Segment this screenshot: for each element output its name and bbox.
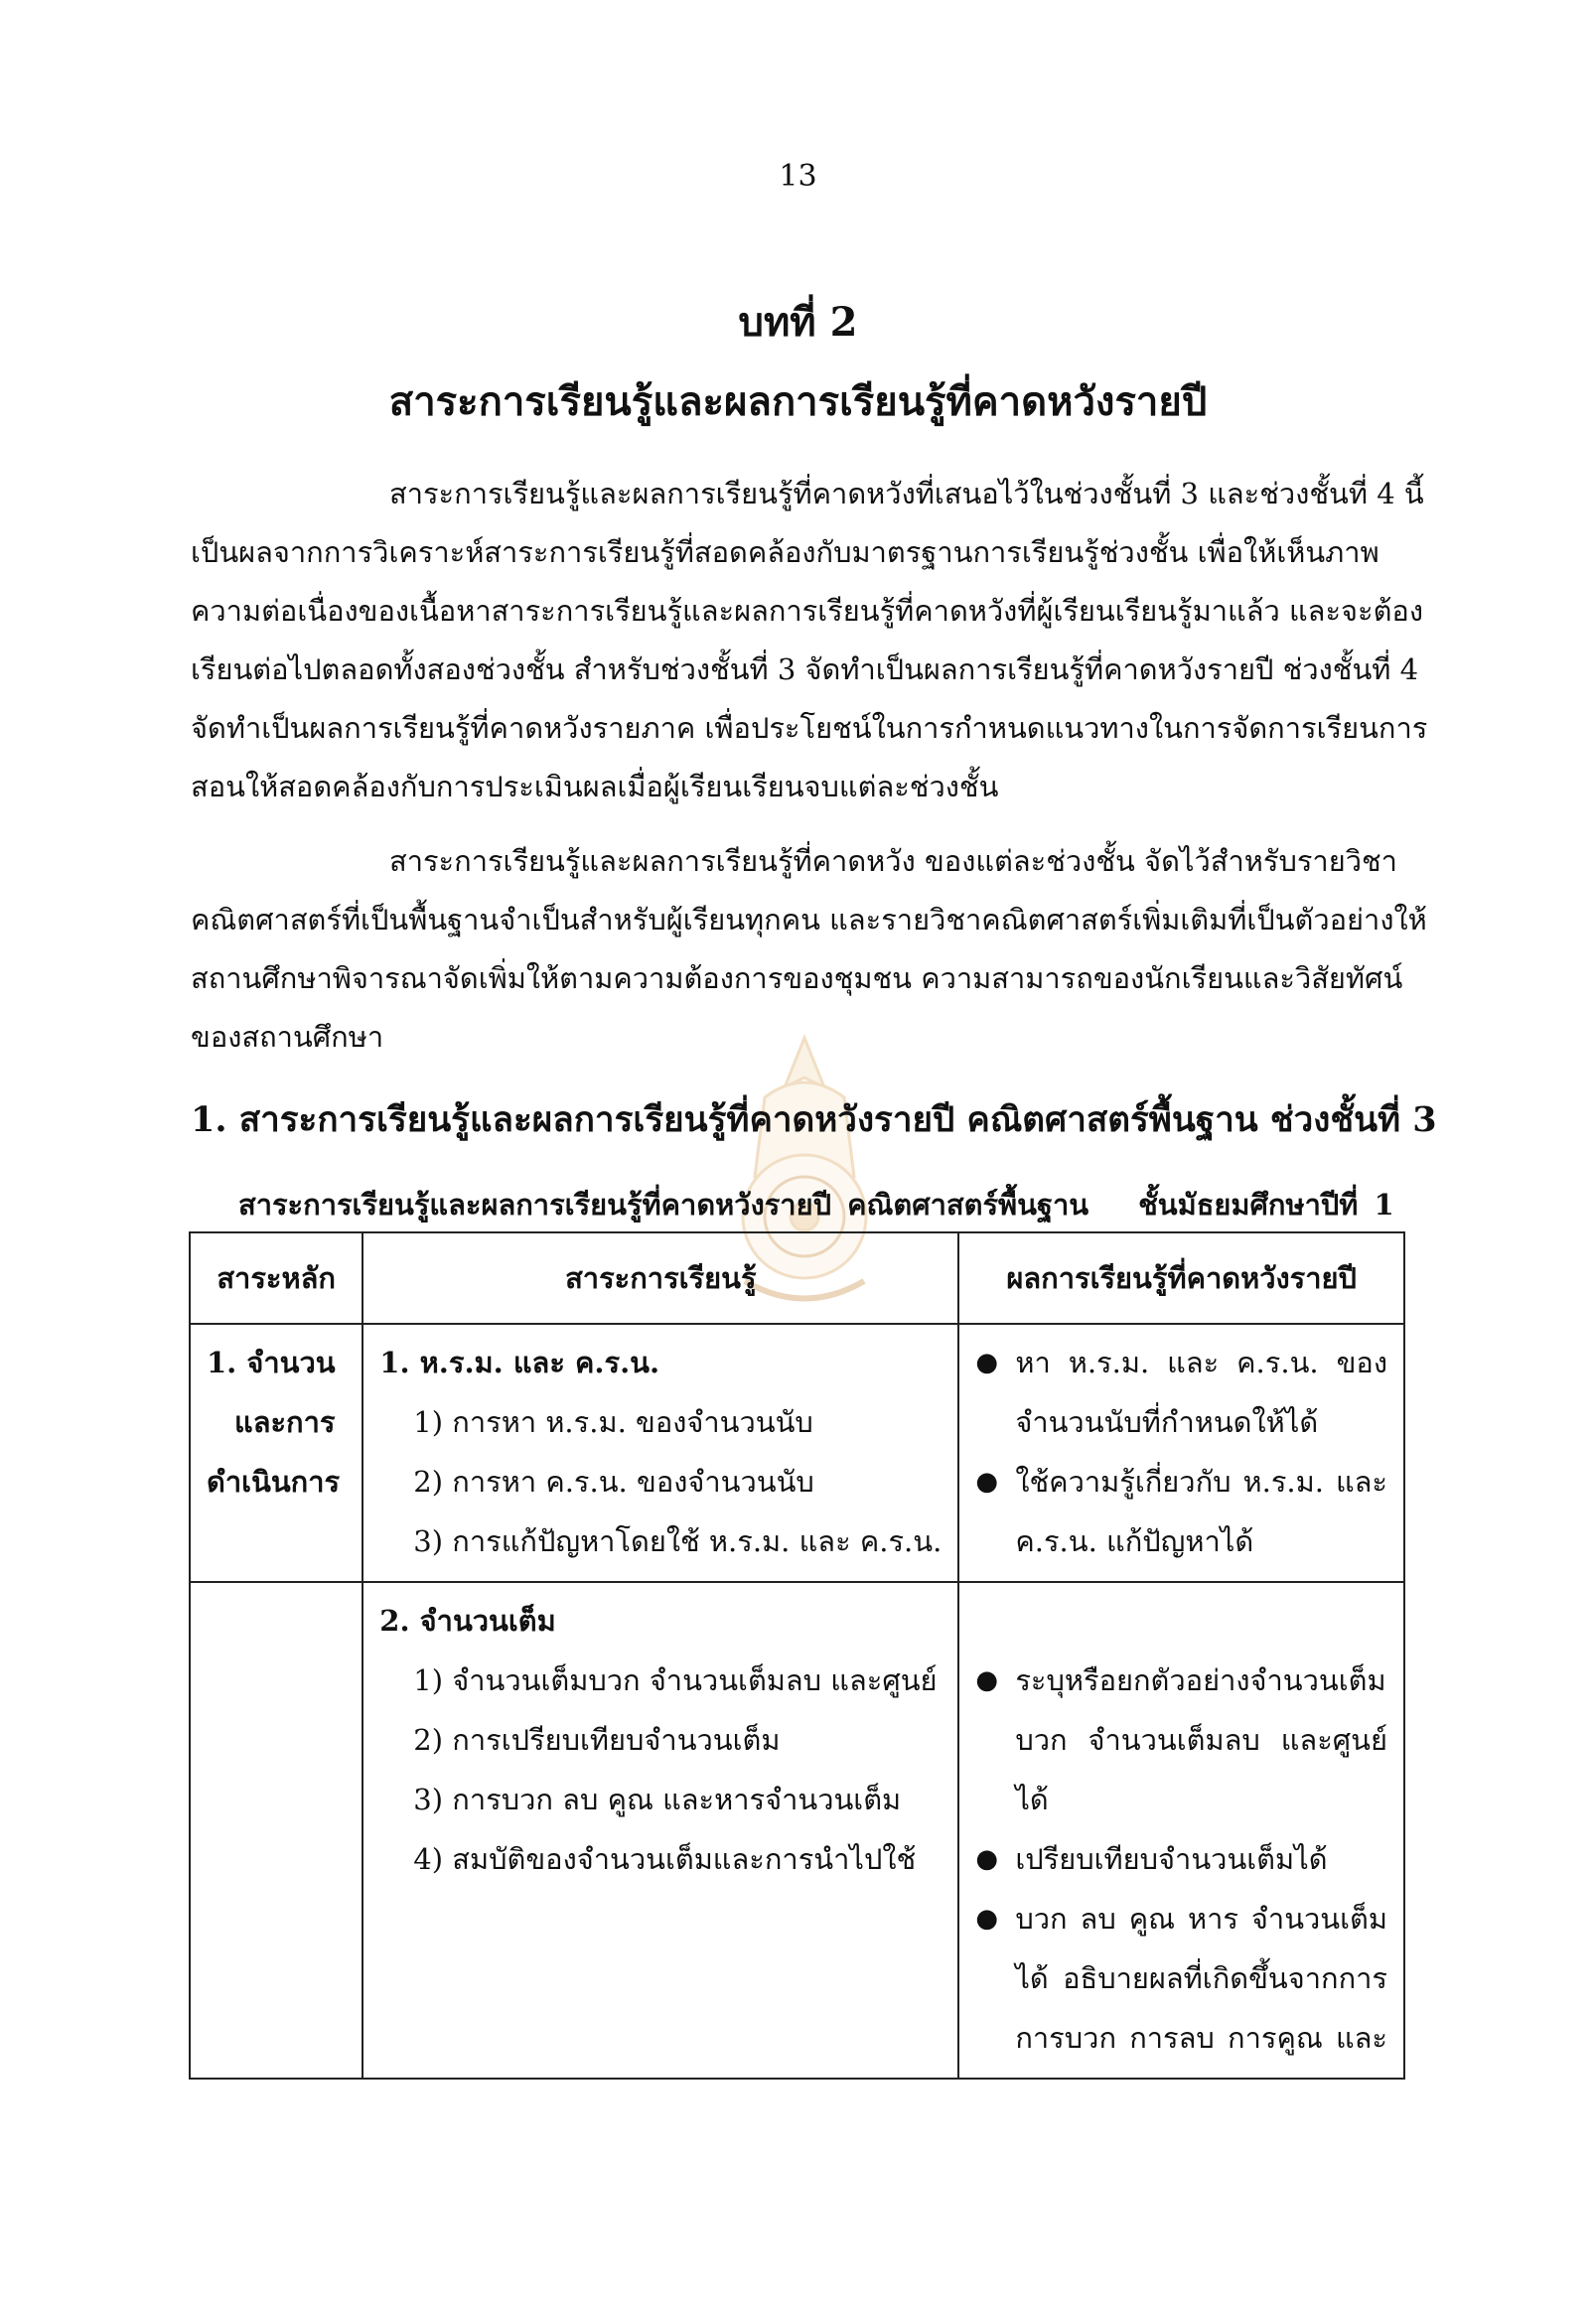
paragraph-line: ของสถานศึกษา (191, 1020, 384, 1054)
table-row (190, 1582, 1404, 2079)
page-number: 13 (779, 159, 817, 194)
topic-item: 3) การแก้ปัญหาโดยใช้ ห.ร.ม. และ ค.ร.น. (413, 1524, 943, 1558)
paragraph-line: จัดทำเป็นผลการเรียนรู้ที่คาดหวังรายภาค เพื่อประโยชน์ในการกำหนดแนวทางในการจัดการเรียนการ (191, 711, 1428, 745)
content-cell (363, 1582, 958, 2079)
bullet-icon: ● (975, 1904, 999, 1934)
outcome-item (975, 1333, 1387, 1452)
outcome-line: ค.ร.น. แก้ปัญหาได้ (1015, 1524, 1254, 1558)
strand-line: ดำเนินการ (207, 1465, 341, 1499)
header-content: สาระการเรียนรู้ (363, 1232, 958, 1324)
outcome-line: บวก ลบ คูณ หาร จำนวนเต็ม (1015, 1902, 1387, 1936)
table-header-row (190, 1232, 1404, 1324)
topic-item: 1) การหา ห.ร.ม. ของจำนวนนับ (413, 1405, 813, 1439)
content-cell (363, 1324, 958, 1582)
strand-cell (190, 1324, 363, 1582)
outcome-line: จำนวนนับที่กำหนดให้ได้ (1015, 1405, 1319, 1439)
outcome-line: การบวก การลบ การคูณ และ (1015, 2021, 1387, 2055)
strand-line: 1. จำนวน (207, 1346, 336, 1379)
paragraph-line: เรียนต่อไปตลอดทั้งสองช่วงชั้น สำหรับช่วงชั้นที่ 3 จัดทำเป็นผลการเรียนรู้ที่คาดหวังรายปี ช่วงชั้นที่ 4 (191, 652, 1419, 686)
paragraph-line: สอนให้สอดคล้องกับการประเมินผลเมื่อผู้เรียนเรียนจบแต่ละช่วงชั้น (191, 770, 999, 803)
outcome-item (975, 1829, 1387, 1889)
outcomes-cell (958, 1582, 1404, 2079)
outcome-line: ได้ อธิบายผลที่เกิดขึ้นจากการ (1015, 1961, 1387, 1995)
outcome-item (975, 1452, 1387, 1571)
outcome-line: เปรียบเทียบจำนวนเต็มได้ (1015, 1842, 1328, 1876)
paragraph-line: สาระการเรียนรู้และผลการเรียนรู้ที่คาดหวังที่เสนอไว้ในช่วงชั้นที่ 3 และช่วงชั้นที่ 4 นี้ (389, 477, 1424, 510)
table-caption-title: สาระการเรียนรู้และผลการเรียนรู้ที่คาดหวังรายปี คณิตศาสตร์พื้นฐาน (238, 1188, 1089, 1222)
intro-paragraph-1 (191, 465, 1428, 816)
paragraph-line: สถานศึกษาพิจารณาจัดเพิ่มให้ตามความต้องการของชุมชน ความสามารถของนักเรียนและวิสัยทัศน์ (191, 961, 1403, 995)
bullet-icon: ● (975, 1844, 999, 1874)
outcome-item (975, 1651, 1387, 1829)
strand-cell-empty (190, 1582, 363, 2079)
table-caption-grade: ชั้นมัธยมศึกษาปีที่ 1 (1138, 1188, 1394, 1222)
topic-title: 2. จำนวนเต็ม (379, 1604, 556, 1638)
topic-item: 2) การหา ค.ร.น. ของจำนวนนับ (413, 1465, 814, 1499)
topic-item: 4) สมบัติของจำนวนเต็มและการนำไปใช้ (413, 1842, 917, 1876)
chapter-label: บทที่ 2 (738, 299, 858, 346)
outcome-line: หา ห.ร.ม. และ ค.ร.น. ของ (1015, 1346, 1387, 1379)
bullet-icon: ● (975, 1467, 999, 1497)
strand-line: และการ (234, 1405, 336, 1439)
header-outcomes: ผลการเรียนรู้ที่คาดหวังรายปี (958, 1232, 1404, 1324)
paragraph-line: สาระการเรียนรู้และผลการเรียนรู้ที่คาดหวัง ของแต่ละช่วงชั้น จัดไว้สำหรับรายวิชา (389, 844, 1397, 878)
section-heading: 1. สาระการเรียนรู้และผลการเรียนรู้ที่คาดหวังรายปี คณิตศาสตร์พื้นฐาน ช่วงชั้นที่ 3 (191, 1099, 1437, 1140)
chapter-title: สาระการเรียนรู้และผลการเรียนรู้ที่คาดหวังรายปี (388, 378, 1208, 425)
outcome-line: บวก จำนวนเต็มลบ และศูนย์ (1015, 1723, 1387, 1757)
bullet-icon: ● (975, 1348, 999, 1377)
outcome-item (975, 1889, 1387, 2068)
topic-item: 1) จำนวนเต็มบวก จำนวนเต็มลบ และศูนย์ (413, 1663, 938, 1697)
topic-item: 3) การบวก ลบ คูณ และหารจำนวนเต็ม (413, 1783, 902, 1816)
outcome-line: ใช้ความรู้เกี่ยวกับ ห.ร.ม. และ (1015, 1465, 1387, 1499)
paragraph-line: ความต่อเนื่องของเนื้อหาสาระการเรียนรู้และผลการเรียนรู้ที่คาดหวังที่ผู้เรียนเรียนรู้มาแล้ว และจะต้อง (191, 594, 1424, 628)
outcome-line: ได้ (1015, 1783, 1049, 1816)
table-caption (238, 1182, 1394, 1227)
table-row (190, 1324, 1404, 1582)
learning-outcomes-table (189, 1231, 1405, 2080)
paragraph-line: เป็นผลจากการวิเคราะห์สาระการเรียนรู้ที่สอดคล้องกับมาตรฐานการเรียนรู้ช่วงชั้น เพื่อให้เห็นภาพ (191, 535, 1379, 569)
outcomes-cell (958, 1324, 1404, 1582)
topic-title: 1. ห.ร.ม. และ ค.ร.น. (379, 1346, 660, 1379)
outcome-line: ระบุหรือยกตัวอย่างจำนวนเต็ม (1015, 1663, 1386, 1697)
topic-item: 2) การเปรียบเทียบจำนวนเต็ม (413, 1723, 781, 1757)
paragraph-line: คณิตศาสตร์ที่เป็นพื้นฐานจำเป็นสำหรับผู้เรียนทุกคน และรายวิชาคณิตศาสตร์เพิ่มเติมที่เป็นตัวอย่างให้ (191, 903, 1427, 936)
bullet-icon: ● (975, 1665, 999, 1695)
header-strand: สาระหลัก (190, 1232, 363, 1324)
